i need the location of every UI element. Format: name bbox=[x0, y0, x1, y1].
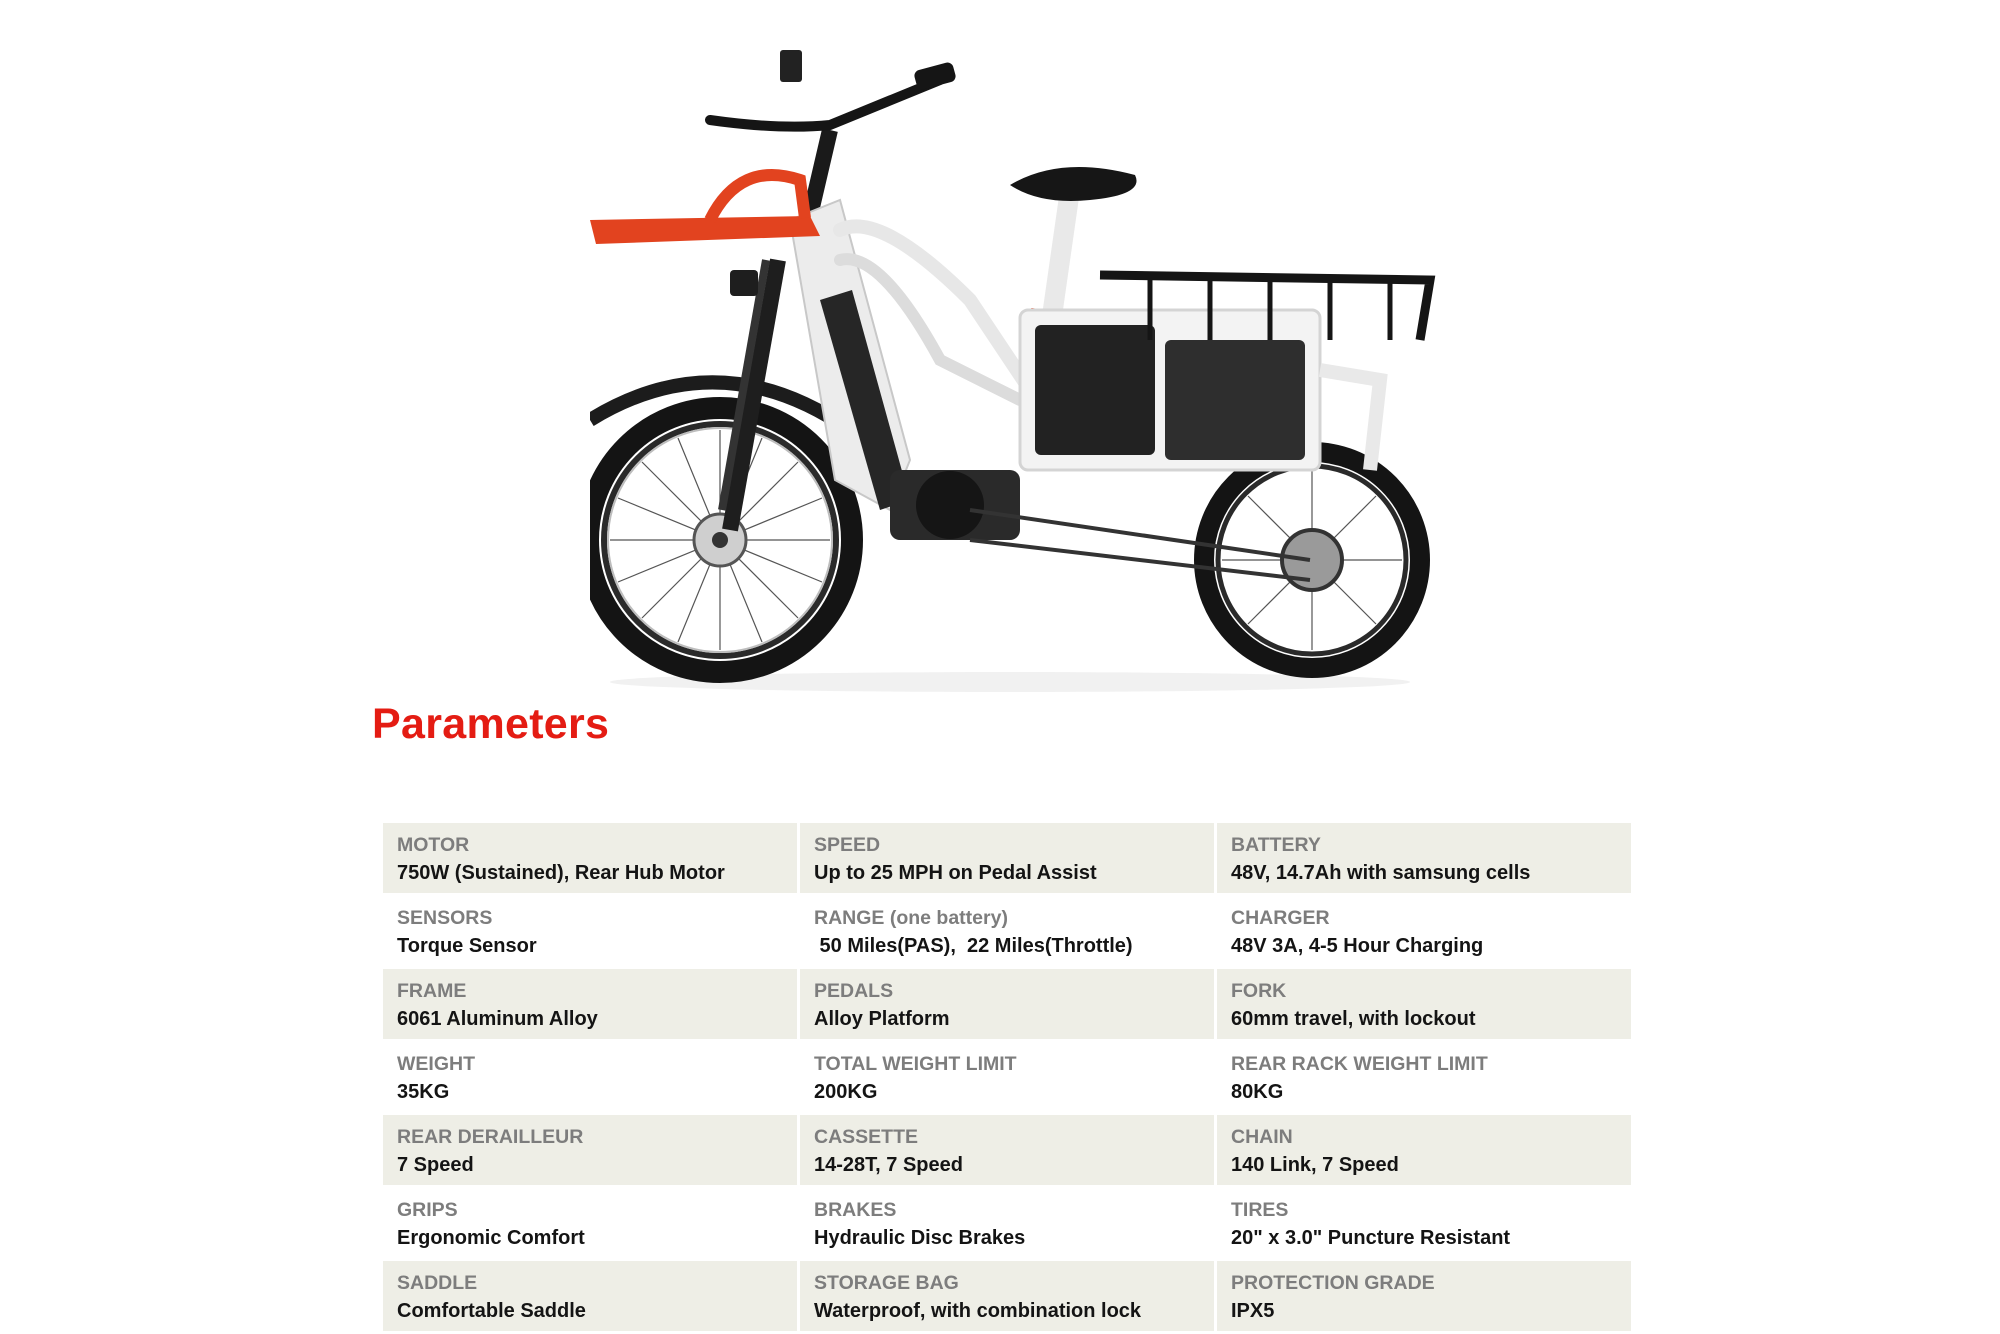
spec-cell bbox=[800, 896, 1214, 966]
page-title: Parameters bbox=[372, 700, 610, 748]
spec-row bbox=[383, 896, 1631, 966]
spec-row bbox=[383, 1188, 1631, 1258]
spec-value: 140 Link, 7 Speed bbox=[1231, 1154, 1399, 1176]
rear-wheel bbox=[1204, 452, 1420, 668]
spec-value: 6061 Aluminum Alloy bbox=[397, 1008, 598, 1030]
spec-value: Up to 25 MPH on Pedal Assist bbox=[814, 862, 1097, 884]
spec-label: PROTECTION GRADE bbox=[1231, 1272, 1435, 1294]
spec-value: 48V, 14.7Ah with samsung cells bbox=[1231, 862, 1531, 884]
spec-value: Torque Sensor bbox=[397, 935, 537, 957]
spec-label: STORAGE BAG bbox=[814, 1272, 959, 1294]
spec-cell bbox=[383, 1042, 797, 1112]
spec-label: FORK bbox=[1231, 980, 1287, 1002]
cargo-ebike-image bbox=[590, 40, 1470, 700]
spec-cell bbox=[800, 969, 1214, 1039]
spec-cell bbox=[800, 1042, 1214, 1112]
spec-value: 750W (Sustained), Rear Hub Motor bbox=[397, 862, 725, 884]
spec-label: PEDALS bbox=[814, 980, 894, 1002]
spec-cell bbox=[1217, 1042, 1631, 1112]
spec-row bbox=[383, 823, 1631, 893]
spec-label: SADDLE bbox=[397, 1272, 478, 1294]
spec-cell bbox=[383, 1115, 797, 1185]
spec-label: SPEED bbox=[814, 834, 881, 856]
spec-cell bbox=[1217, 896, 1631, 966]
spec-label: CHARGER bbox=[1231, 907, 1330, 929]
spec-cell bbox=[383, 896, 797, 966]
spec-cell bbox=[1217, 1115, 1631, 1185]
spec-value: Hydraulic Disc Brakes bbox=[814, 1227, 1026, 1249]
spec-label: FRAME bbox=[397, 980, 467, 1002]
spec-row bbox=[383, 1115, 1631, 1185]
spec-cell bbox=[1217, 1188, 1631, 1258]
spec-cell bbox=[1217, 1261, 1631, 1331]
spec-cell bbox=[383, 1188, 797, 1258]
spec-value: 35KG bbox=[397, 1081, 450, 1103]
spec-value: 7 Speed bbox=[397, 1154, 474, 1176]
spec-value: 60mm travel, with lockout bbox=[1231, 1008, 1476, 1030]
spec-cell bbox=[1217, 823, 1631, 893]
spec-cell bbox=[383, 823, 797, 893]
spec-label: WEIGHT bbox=[397, 1053, 475, 1075]
spec-value: Ergonomic Comfort bbox=[397, 1227, 585, 1249]
spec-label: TIRES bbox=[1231, 1199, 1289, 1221]
spec-row bbox=[383, 969, 1631, 1039]
spec-cell bbox=[383, 969, 797, 1039]
spec-value: 20" x 3.0" Puncture Resistant bbox=[1231, 1227, 1511, 1249]
spec-value: Alloy Platform bbox=[814, 1008, 950, 1030]
spec-value: 14-28T, 7 Speed bbox=[814, 1154, 963, 1176]
spec-label: MOTOR bbox=[397, 834, 470, 856]
spec-row bbox=[383, 1042, 1631, 1112]
spec-cell bbox=[383, 1261, 797, 1331]
spec-label: TOTAL WEIGHT LIMIT bbox=[814, 1053, 1017, 1075]
spec-row bbox=[383, 1261, 1631, 1331]
spec-label: BRAKES bbox=[814, 1199, 897, 1221]
spec-label: CHAIN bbox=[1231, 1126, 1293, 1148]
spec-cell bbox=[800, 1115, 1214, 1185]
spec-value: 48V 3A, 4-5 Hour Charging bbox=[1231, 935, 1484, 957]
spec-label: GRIPS bbox=[397, 1199, 458, 1221]
spec-value: 200KG bbox=[814, 1081, 878, 1103]
spec-label: CASSETTE bbox=[814, 1126, 919, 1148]
spec-cell bbox=[800, 1188, 1214, 1258]
spec-table bbox=[380, 820, 1634, 1334]
spec-label: BATTERY bbox=[1231, 834, 1321, 856]
spec-cell bbox=[1217, 969, 1631, 1039]
spec-cell bbox=[800, 823, 1214, 893]
spec-label: RANGE (one battery) bbox=[814, 907, 1008, 929]
front-wheel bbox=[590, 408, 852, 672]
spec-value: 50 Miles(PAS), 22 Miles(Throttle) bbox=[814, 935, 1133, 957]
spec-value: 80KG bbox=[1231, 1081, 1284, 1103]
spec-value: IPX5 bbox=[1231, 1300, 1275, 1322]
spec-label: SENSORS bbox=[397, 907, 493, 929]
spec-value: Waterproof, with combination lock bbox=[814, 1300, 1142, 1322]
spec-cell bbox=[800, 1261, 1214, 1331]
spec-value: Comfortable Saddle bbox=[397, 1300, 586, 1322]
spec-label: REAR DERAILLEUR bbox=[397, 1126, 584, 1148]
spec-label: REAR RACK WEIGHT LIMIT bbox=[1231, 1053, 1488, 1075]
